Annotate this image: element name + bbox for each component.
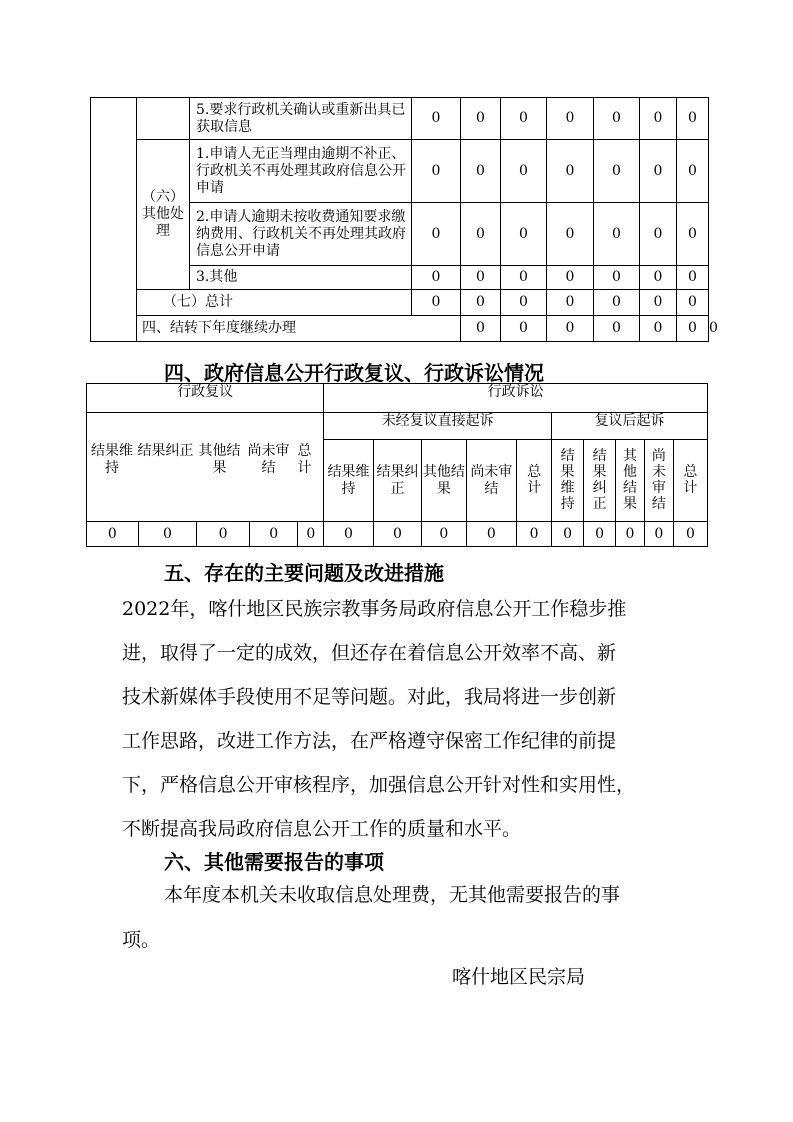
review-litigation-table	[86, 383, 708, 547]
col-header: 结果纠正	[373, 440, 421, 522]
col-header: 总计	[673, 440, 707, 522]
col-header: 结果纠正	[137, 443, 194, 459]
direct-suit-header: 未经复议直接起诉	[324, 413, 552, 440]
paragraph-line: 下，严格信息公开审核程序，加强信息公开针对性和实用性，	[122, 774, 636, 796]
paragraph-line: 本年度本机关未收取信息处理费，无其他需要报告的事	[164, 884, 621, 906]
col-header: 尚未审结	[247, 443, 290, 476]
col-header: 尚未审结	[644, 440, 673, 522]
section-6-heading: 六、其他需要报告的事项	[164, 850, 384, 874]
row-label: 5.要求行政机关确认或重新出具已获取信息	[190, 98, 412, 140]
col-header: 结果维持	[324, 440, 374, 522]
reconsideration-header: 行政复议	[87, 384, 324, 413]
row-label: 2.申请人逾期未按收费通知要求缴纳费用、行政机关不再处理其政府信息公开申请	[190, 203, 412, 266]
row-label: 3.其他	[190, 266, 412, 290]
table-row: （七）总计 0 0 0 0 0 0 0	[91, 290, 709, 316]
table-row: （六）其他处理 1.申请人无正当理由逾期不补正、行政机关不再处理其政府信息公开申请 0 0 0 0 0 0 0	[91, 140, 709, 203]
paragraph-line: 项。	[122, 929, 161, 951]
col-header: 结果维持	[91, 443, 133, 476]
signature: 喀什地区民宗局	[452, 966, 586, 988]
paragraph-line: 2022年，喀什地区民族宗教事务局政府信息公开工作稳步推	[122, 598, 627, 620]
table-row: 0 0 0 0 0 0 0 0 0 0 0 0 0 0 0	[87, 522, 708, 547]
table-row: 3.其他 0 0 0 0 0 0 0	[91, 266, 709, 290]
paragraph-line: 进，取得了一定的成效，但还存在着信息公开效率不高、新	[122, 642, 617, 664]
col-header: 其他结果	[422, 440, 466, 522]
col-header: 其他结果	[198, 443, 241, 476]
row-label: （七）总计	[137, 290, 412, 316]
col-header: 尚未审结	[466, 440, 517, 522]
paragraph-line: 技术新媒体手段使用不足等问题。对此，我局将进一步创新	[122, 686, 617, 708]
paragraph-line: 不断提高我局政府信息公开工作的质量和水平。	[122, 818, 522, 840]
col-header: 结果维持	[552, 440, 584, 522]
section-4-heading: 四、政府信息公开行政复议、行政诉讼情况	[164, 361, 544, 385]
col-header: 结果纠正	[584, 440, 616, 522]
table-row	[87, 384, 708, 413]
table-row: 四、结转下年度继续办理 0 0 0 0 0 0 0	[91, 316, 709, 342]
table-row: 5.要求行政机关确认或重新出具已获取信息 0 0 0 0 0 0 0	[91, 98, 709, 140]
col-header: 总计	[297, 443, 312, 476]
section-5-heading: 五、存在的主要问题及改进措施	[164, 561, 444, 585]
row-label: 1.申请人无正当理由逾期不补正、行政机关不再处理其政府信息公开申请	[190, 140, 412, 203]
table-row: 2.申请人逾期未按收费通知要求缴纳费用、行政机关不再处理其政府信息公开申请 0 0 0 0 0 0 0	[91, 203, 709, 266]
table-row	[87, 413, 708, 440]
litigation-header: 行政诉讼	[324, 384, 708, 413]
col-header: 其他结果	[616, 440, 645, 522]
after-review-header: 复议后起诉	[552, 413, 708, 440]
paragraph-line: 工作思路，改进工作方法，在严格遵守保密工作纪律的前提	[122, 730, 617, 752]
application-handling-table	[90, 97, 718, 342]
group-label: （六）其他处理	[137, 140, 190, 290]
row-label: 四、结转下年度继续办理	[137, 316, 461, 342]
col-header: 总计	[517, 440, 552, 522]
